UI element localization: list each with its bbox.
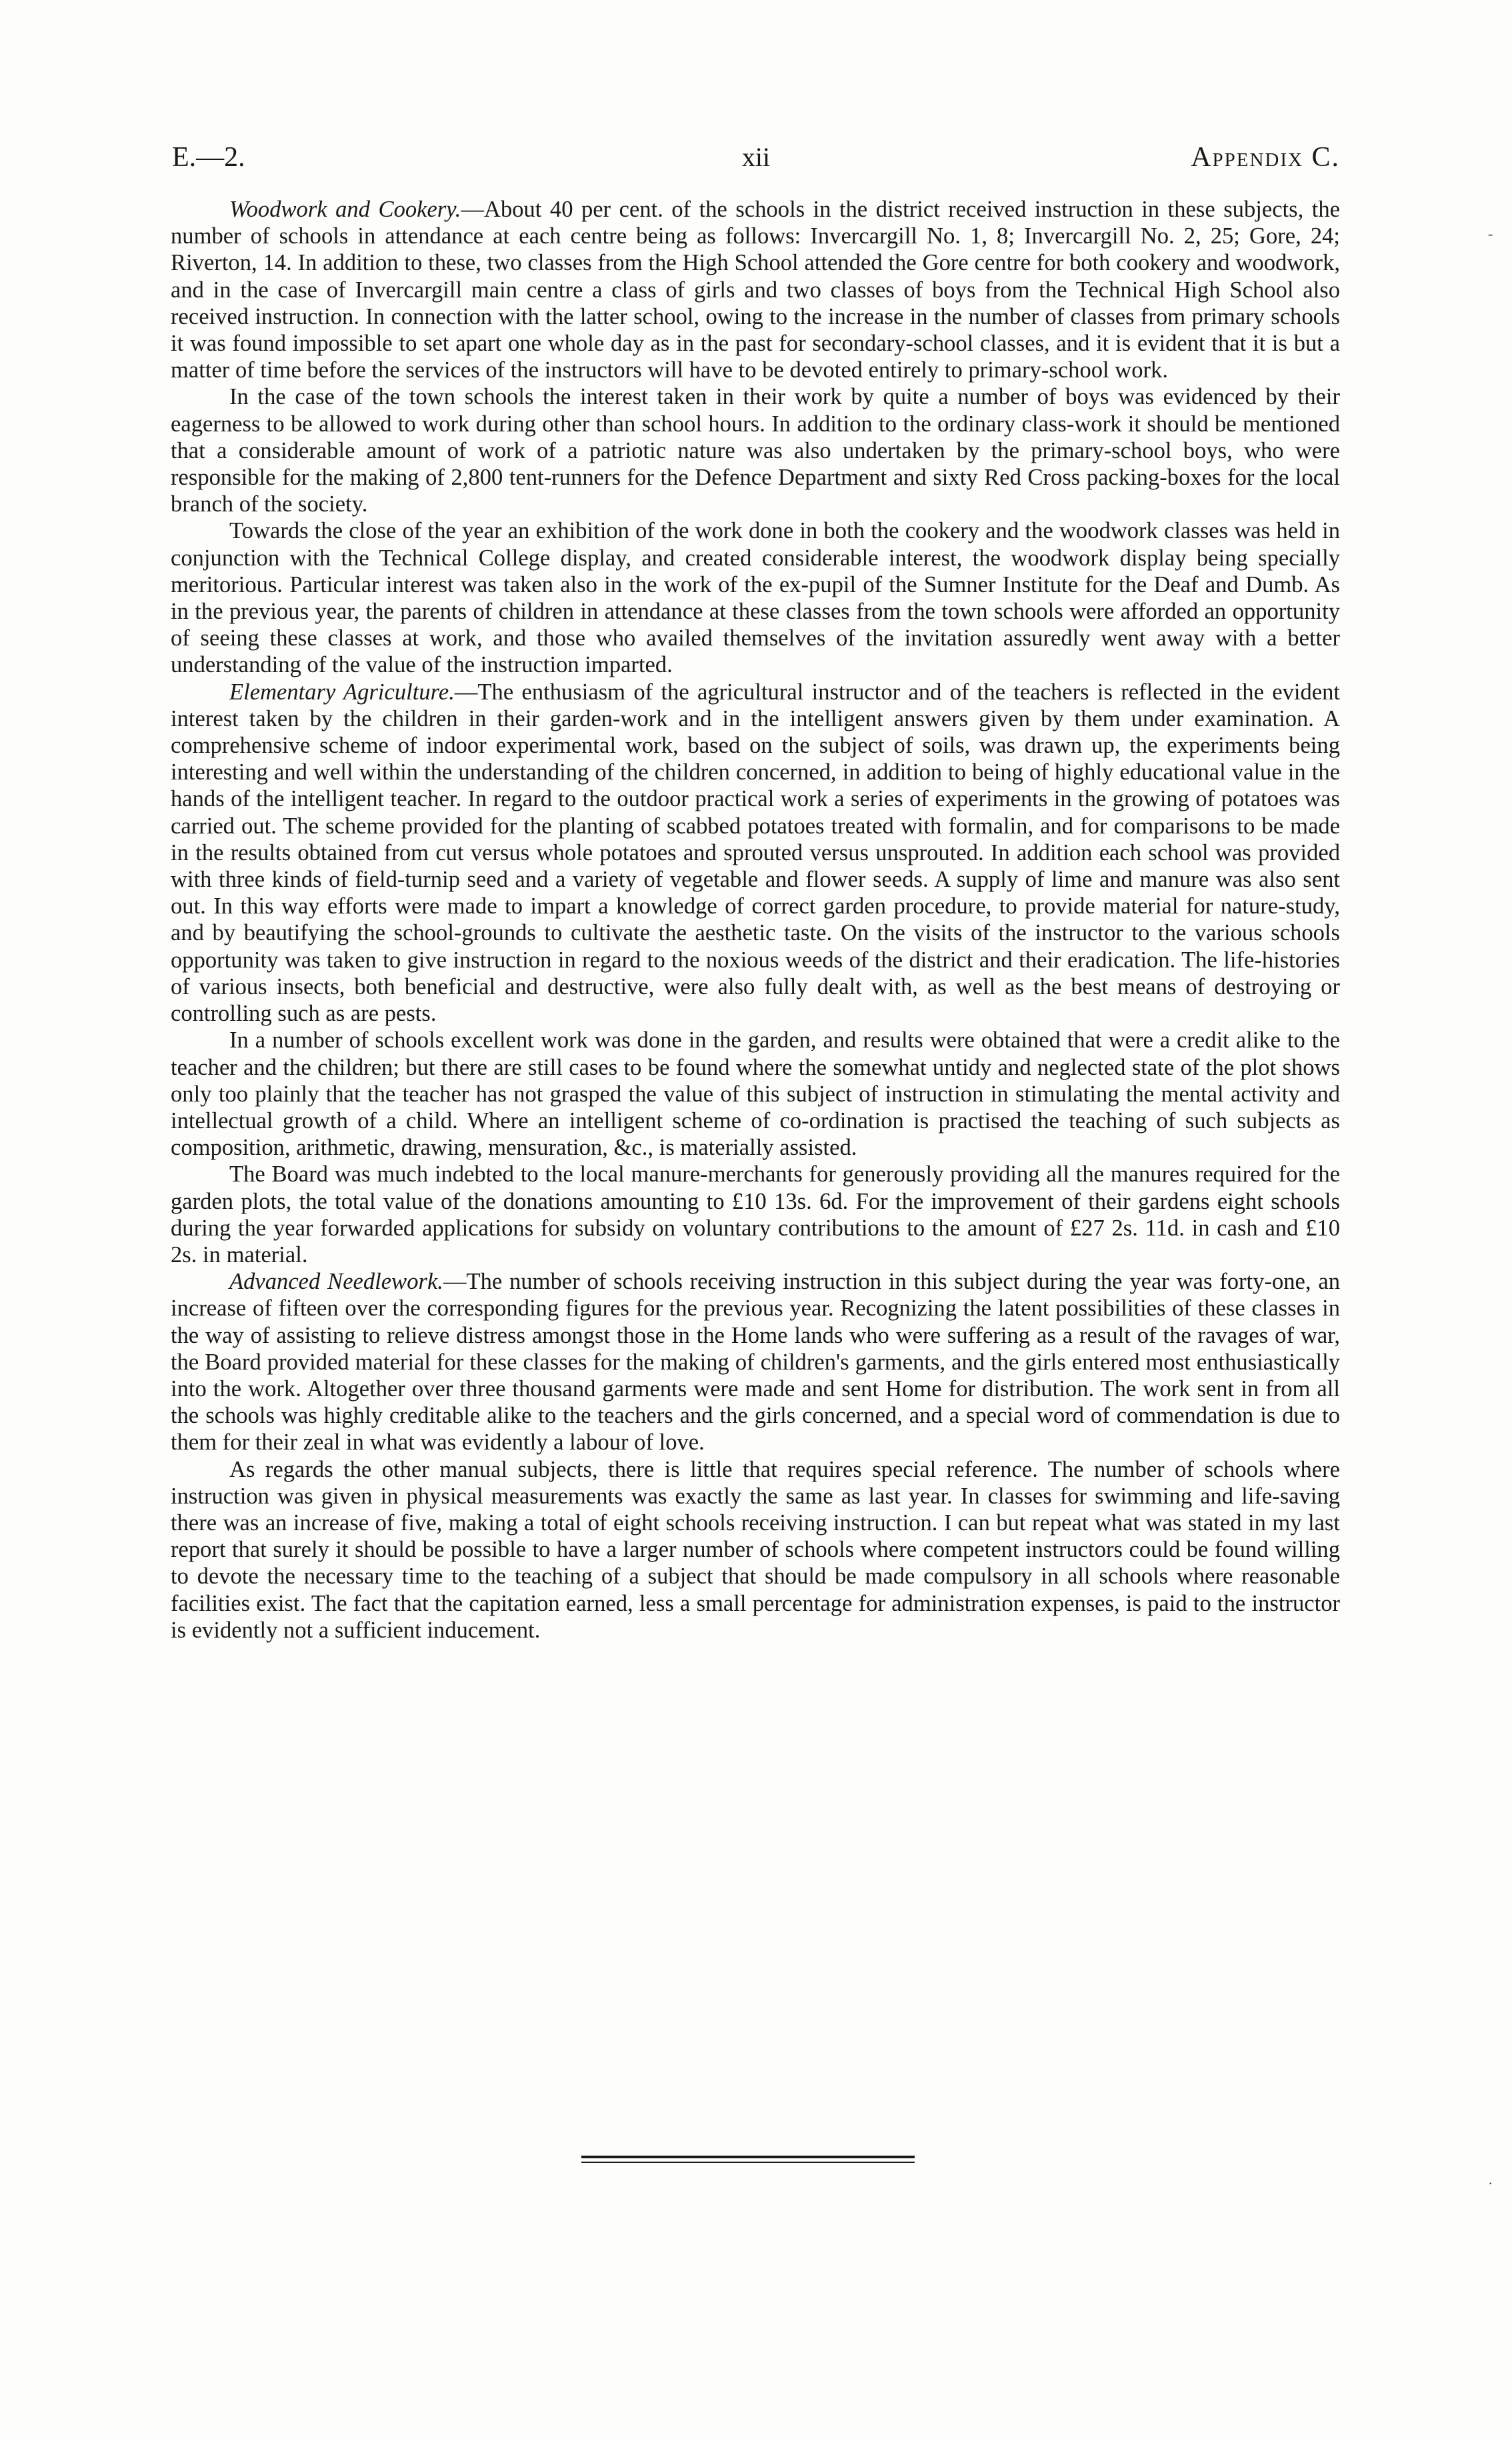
paragraph-text: In a number of schools excellent work was done in the garden, and results were obtained that were a credit alike to the teacher and the children; but there are still cases to be found where the somewhat untidy and neglected state of the plot shows only too plainly that the teacher has not grasped the value of this subject of instruction in stimulating the mental activity and intellectual growth of a child. Where an intelligent scheme of co-ordination is practised the teaching of such subjects as composition, arithmetic, drawing, mensuration, &c., is materially assisted. [171, 1027, 1340, 1161]
section-heading: Woodwork and Cookery. [229, 197, 461, 222]
body-text [171, 196, 1340, 1644]
rule-line-thin [581, 2162, 915, 2163]
page-header [172, 141, 1340, 181]
paragraph-text: —About 40 per cent. of the schools in the district received instruction in these subjects, the number of schools in attendance at each centre being as follows: Invercargill No. 1, 8; Invercargill No. 2, 25; Gore, 24; Riverton, 14. In addition to these, two classes from the High School attended the Gore centre for both cookery and woodwork, and in the case of Invercargill main centre a class of girls and two classes of boys from the Technical High School also received instruction. In connection with the latter school, owing to the increase in the number of classes from primary schools it was found impossible to set apart one whole day as in the past for secondary-school classes, and it is evident that it is but a matter of time before the services of the instructors will have to be devoted entirely to primary-school work. [171, 197, 1340, 383]
paragraph-exhibition [171, 517, 1340, 678]
paragraph-town-schools [171, 383, 1340, 517]
paragraph-text: In the case of the town schools the interest taken in their work by quite a number of boys was evidenced by their eagerness to be allowed to work during other than school hours. In addition to the ordinary class-work it should be mentioned that a considerable amount of work of a patriotic nature was also undertaken by the primary-school boys, who were responsible for the making of 2,800 tent-runners for the Defence Department and sixty Red Cross packing-boxes for the local branch of the society. [171, 384, 1340, 517]
paragraph-text: Towards the close of the year an exhibition of the work done in both the cookery and the woodwork classes was held in conjunction with the Technical College display, and created considerable interest, the woodwork display being specially meritorious. Particular interest was taken also in the work of the ex-pupil of the Sumner Institute for the Deaf and Dumb. As in the previous year, the parents of children in attendance at these classes from the town schools were afforded an opportunity of seeing these classes at work, and those who availed themselves of the invitation assuredly went away with a better understanding of the value of the instruction imparted. [171, 518, 1340, 678]
paragraph-elementary-agriculture [171, 679, 1340, 1027]
paragraph-other-manual-subjects [171, 1456, 1340, 1644]
paragraph-garden-work [171, 1027, 1340, 1161]
rule-line-thick [581, 2156, 915, 2158]
section-heading: Advanced Needlework. [229, 1269, 443, 1295]
margin-mark: · [1488, 2175, 1493, 2192]
paragraph-text: As regards the other manual subjects, there is little that requires special reference. The number of schools where instruction was given in physical measurements was exactly the same as last year. In classes for swimming and life-saving there was an increase of five, making a total of eight schools receiving instruction. I can but repeat what was stated in my last report that surely it should be possible to have a larger number of schools where competent instructors could be found willing to devote the necessary time to the teaching of a subject that should be made compulsory in all schools where reasonable facilities exist. The fact that the capitation earned, less a small percentage for administration expenses, is paid to the instructor is evidently not a sufficient inducement. [171, 1456, 1340, 1643]
report-code: E.—2. [172, 142, 245, 173]
paragraph-text: The Board was much indebted to the local manure-merchants for generously providing all the manures required for the garden plots, the total value of the donations amounting to £10 13s. 6d. For the improvement of their gardens eight schools during the year forwarded applications for subsidy on voluntary contributions to the amount of £27 2s. 11d. in cash and £10 2s. in material. [171, 1161, 1340, 1268]
section-heading: Elementary Agriculture. [229, 679, 455, 705]
paragraph-advanced-needlework [171, 1268, 1340, 1456]
paragraph-text: —The enthusiasm of the agricultural instructor and of the teachers is reflected in the evident interest taken by the children in their garden-work and in the intelligent answers given by them under examination. A comprehensive scheme of indoor experimental work, based on the subject of soils, was drawn up, the experiments being interesting and well within the understanding of the children concerned, in addition to being of highly educational value in the hands of the intelligent teacher. In regard to the outdoor practical work a series of experiments in the growing of potatoes was carried out. The scheme provided for the planting of scabbed potatoes treated with formalin, and for comparisons to be made in the results obtained from cut versus whole potatoes and sprouted versus unsprouted. In addition each school was provided with three kinds of field-turnip seed and a variety of vegetable and flower seeds. A supply of lime and manure was also sent out. In this way efforts were made to impart a knowledge of correct garden procedure, to provide material for nature-study, and by beautifying the school-grounds to cultivate the aesthetic taste. On the visits of the instructor to the various schools opportunity was taken to give instruction in regard to the noxious weeds of the district and their eradication. The life-histories of various insects, both beneficial and destructive, were also fully dealt with, as well as the best means of destroying or controlling such as are pests. [171, 679, 1340, 1027]
page-number: xii [741, 142, 771, 172]
appendix-label: Appendix C. [1191, 142, 1340, 173]
paragraph-text: —The number of schools receiving instruction in this subject during the year was forty-one, an increase of fifteen over the corresponding figures for the previous year. Recognizing the latent possibilities of these classes in the way of assisting to relieve distress amongst those in the Home lands who were suffering as a result of the ravages of war, the Board provided material for these classes for the making of children's garments, and the girls entered most enthusiastically into the work. Altogether over three thousand garments were made and sent Home for distribution. The work sent in from all the schools was highly creditable alike to the teachers and the girls concerned, and a special word of commendation is due to them for their zeal in what was evidently a labour of love. [171, 1269, 1340, 1456]
paragraph-manure-donations [171, 1161, 1340, 1268]
paragraph-woodwork-cookery [171, 196, 1340, 383]
margin-mark: - [1488, 225, 1493, 242]
